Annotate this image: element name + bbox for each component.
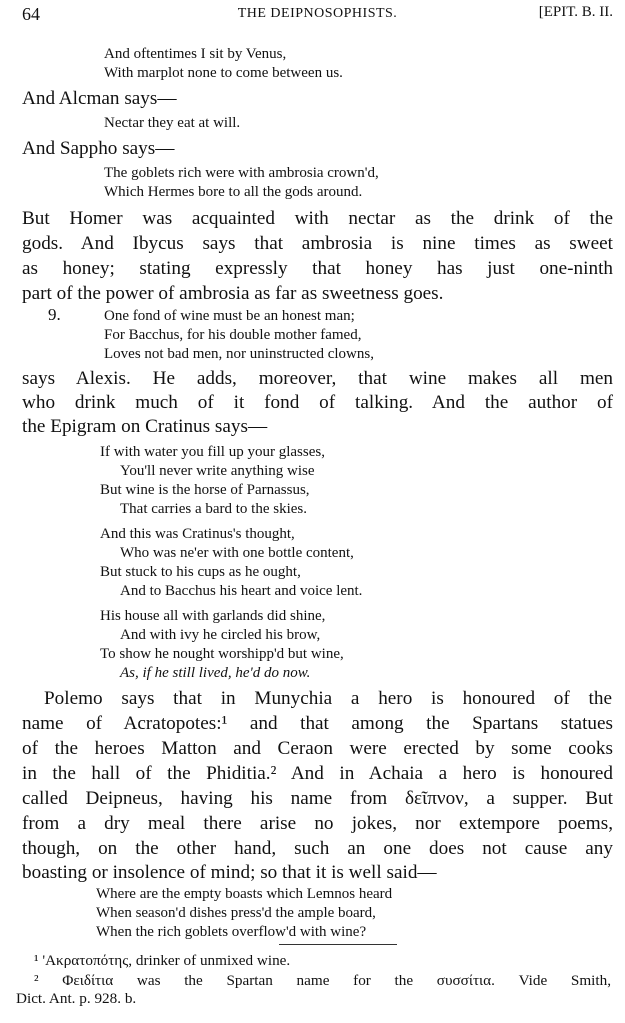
verse-line: And with ivy he circled his brow, — [120, 627, 321, 643]
prose-line: gods. And Ibycus says that ambrosia is nine times as sweet — [22, 233, 613, 254]
verse-line: And this was Cratinus's thought, — [100, 526, 295, 542]
prose-line: from a dry meal there arise no jokes, nor extempore poems, — [22, 813, 613, 834]
running-header — [22, 4, 613, 26]
prose-line: part of the power of ambrosia as far as sweetness goes. — [22, 283, 444, 304]
verse-line: Which Hermes bore to all the gods around. — [104, 184, 363, 200]
verse-line: And oftentimes I sit by Venus, — [104, 46, 287, 62]
verse-line: Nectar they eat at will. — [104, 115, 241, 131]
verse-line: But wine is the horse of Parnassus, — [100, 482, 310, 498]
verse-line: With marplot none to come between us. — [104, 65, 343, 81]
verse-line: Loves not bad men, nor uninstructed clowns, — [104, 346, 374, 362]
prose-line: And Alcman says— — [22, 88, 177, 109]
verse-line: And to Bacchus his heart and voice lent. — [120, 583, 363, 599]
prose-line: boasting or insolence of mind; so that it is well said— — [22, 862, 437, 883]
section-reference: [EPIT. B. II. — [538, 4, 613, 20]
prose-line: the Epigram on Cratinus says— — [22, 416, 268, 437]
prose-line: But Homer was acquainted with nectar as the drink of the — [22, 208, 613, 229]
verse-line: You'll never write anything wise — [120, 463, 315, 479]
prose-line: called Deipneus, having his name from δεῖπνον, a supper. But — [22, 788, 613, 809]
footnote-rule — [279, 944, 397, 945]
section-number: 9. — [48, 305, 61, 324]
running-title: THE DEIPNOSOPHISTS. — [237, 6, 398, 21]
verse-line: Who was ne'er with one bottle content, — [120, 545, 354, 561]
verse-line: As, if he still lived, he'd do now. — [120, 665, 311, 681]
verse-line: One fond of wine must be an honest man; — [104, 308, 355, 324]
verse-line: To show he nought worshipp'd but wine, — [100, 646, 344, 662]
footnote: Dict. Ant. p. 928. b. — [16, 990, 137, 1007]
prose-line: though, on the other hand, such an one does not cause any — [22, 838, 613, 859]
verse-line: Where are the empty boasts which Lemnos heard — [96, 886, 393, 902]
prose-line: of the heroes Matton and Ceraon were erected by some cooks — [22, 738, 613, 759]
prose-line: And Sappho says— — [22, 138, 175, 159]
footnote: ¹ 'Ακρατοπότης, drinker of unmixed wine. — [34, 952, 291, 969]
verse-line: If with water you fill up your glasses, — [100, 444, 325, 460]
verse-line: When season'd dishes press'd the ample board, — [96, 905, 376, 921]
prose-line: says Alexis. He adds, moreover, that wine makes all men — [22, 368, 613, 389]
prose-line: in the hall of the Phiditia.² And in Achaia a hero is honoured — [22, 763, 613, 784]
verse-line: For Bacchus, for his double mother famed, — [104, 327, 362, 343]
prose-line: name of Acratopotes:¹ and that among the Spartans statues — [22, 713, 613, 734]
verse-line: His house all with garlands did shine, — [100, 608, 326, 624]
page-number: 64 — [22, 4, 40, 24]
verse-line: When the rich goblets overflow'd with wine? — [96, 924, 367, 940]
verse-line: The goblets rich were with ambrosia crown'd, — [104, 165, 379, 181]
prose-line: who drink much of it fond of talking. And the author of — [22, 392, 613, 413]
verse-line: But stuck to his cups as he ought, — [100, 564, 301, 580]
footnote: ² Φειδίτια was the Spartan name for the συσσίτια. Vide Smith, — [34, 972, 611, 989]
prose-line: as honey; stating expressly that honey has just one-ninth — [22, 258, 613, 279]
prose-line: Polemo says that in Munychia a hero is honoured of the — [44, 688, 612, 709]
verse-line: That carries a bard to the skies. — [120, 501, 308, 517]
